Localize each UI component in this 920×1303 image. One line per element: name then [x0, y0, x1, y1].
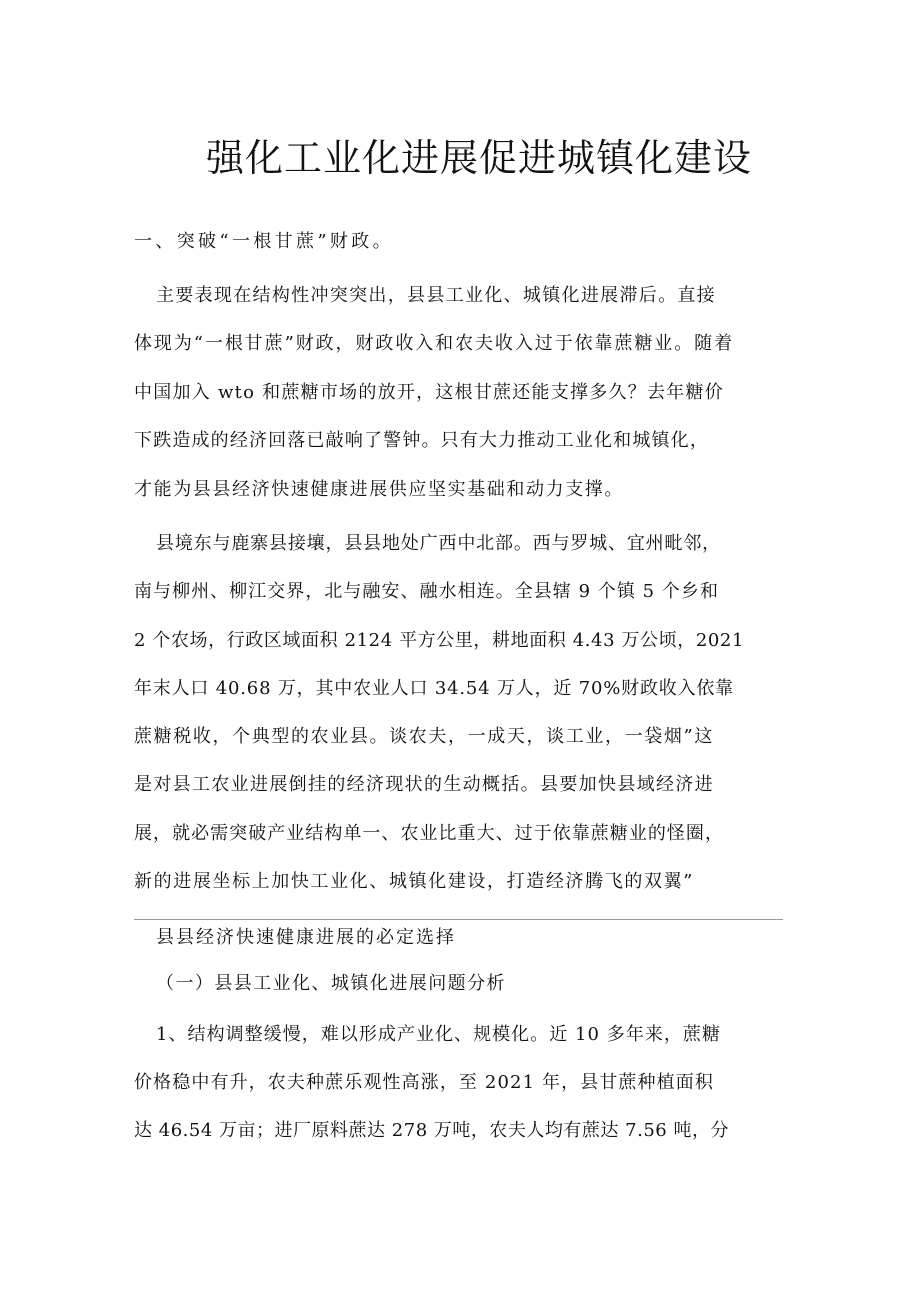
section-divider: [134, 919, 783, 920]
paragraph-line: 中国加入 wto 和蔗糖市场的放开，这根甘蔗还能支撑多久？去年糖价: [134, 382, 724, 403]
paragraph-line: 是对县工农业进展倒挂的经济现状的生动概括。县要加快县域经济进: [134, 774, 714, 795]
subsection-heading: （一）县县工业化、城镇化进展问题分析: [156, 973, 506, 994]
paragraph-line: 1、结构调整缓慢，难以形成产业化、规模化。近 10 多年来，蔗糖: [156, 1024, 721, 1045]
paragraph-line: 主要表现在结构性冲突突出，县县工业化、城镇化进展滞后。直接: [156, 285, 716, 306]
document-title: 强化工业化进展促进城镇化建设: [205, 136, 752, 180]
paragraph-line: 年末人口 40.68 万，其中农业人口 34.54 万人，近 70%财政收入依靠: [134, 678, 734, 699]
paragraph-line: 达 46.54 万亩；进厂原料蔗达 278 万吨，农夫人均有蔗达 7.56 吨，分: [134, 1120, 729, 1141]
paragraph-line: 蔗糖税收，个典型的农业县。谈农夫，一成天，谈工业，一袋烟”这: [134, 726, 714, 747]
paragraph-line: 2 个农场，行政区域面积 2124 平方公里，耕地面积 4.43 万公顷，2021: [134, 630, 744, 651]
paragraph-line: 南与柳州、柳江交界，北与融安、融水相连。全县辖 9 个镇 5 个乡和: [134, 581, 719, 602]
paragraph-line: 才能为县县经济快速健康进展供应坚实基础和动力支撑。: [134, 479, 624, 500]
paragraph-line: 下跌造成的经济回落已敲响了警钟。只有大力推动工业化和城镇化，: [134, 430, 709, 451]
section-heading: 县县经济快速健康进展的必定选择: [156, 927, 456, 948]
paragraph-line: 展，就必需突破产业结构单一、农业比重大、过于依靠蔗糖业的怪圈，: [134, 823, 724, 844]
paragraph-line: 价格稳中有升，农夫种蔗乐观性高涨，至 2021 年，县甘蔗种植面积: [134, 1072, 714, 1093]
paragraph-line: 体现为“一根甘蔗”财政，财政收入和农夫收入过于依靠蔗糖业。随着: [134, 333, 734, 354]
section-heading: 一、突破“一根甘蔗”财政。: [134, 231, 394, 252]
paragraph-line: 县境东与鹿寨县接壤，县县地处广西中北部。西与罗城、宜州毗邻，: [156, 533, 721, 554]
paragraph-line: 新的进展坐标上加快工业化、城镇化建设，打造经济腾飞的双翼”: [134, 871, 694, 892]
